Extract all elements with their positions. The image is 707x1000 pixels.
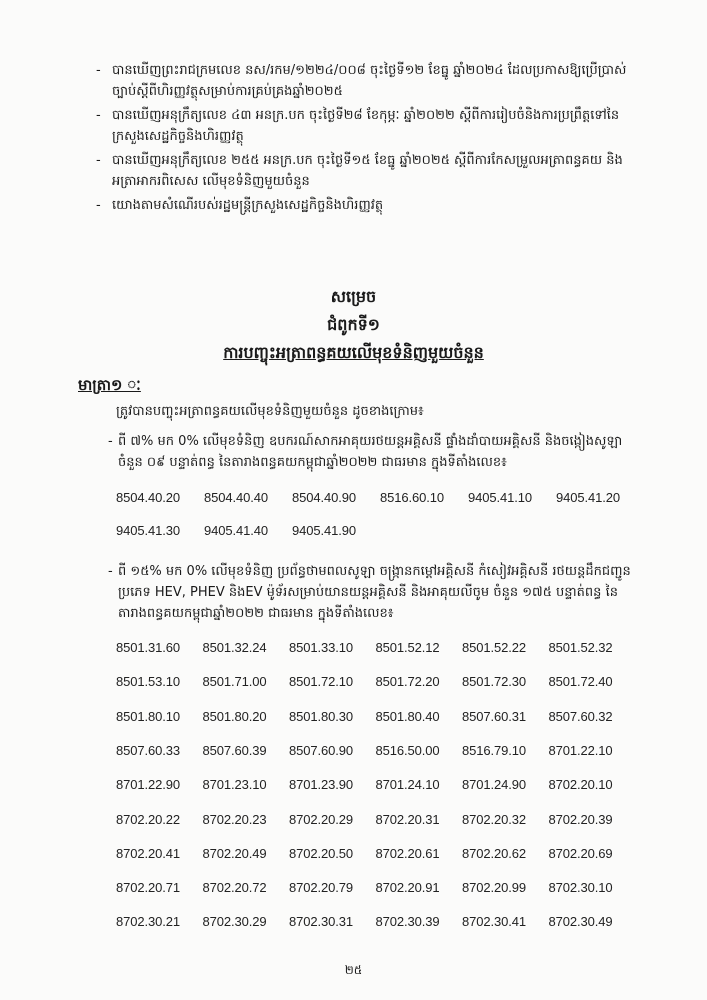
tariff-code: 8501.53.10 [116, 674, 181, 690]
tariff-code: 8702.20.10 [548, 777, 613, 793]
tariff-code: 8501.32.24 [202, 640, 267, 655]
tariff-code: 8501.52.32 [548, 640, 613, 655]
tariff-code: 8504.40.20 [116, 490, 181, 505]
tariff-code: 8701.24.90 [462, 777, 527, 793]
tariff-code: 8702.20.50 [289, 845, 354, 861]
article-intro: ត្រូវបានបញ្ចុះអត្រាពន្ធគយលើមុខទំនិញមួយចំនួន ដូចខាងក្រោម៖ [116, 404, 424, 419]
tariff-code: 9405.41.20 [556, 490, 621, 505]
preamble-text: បានឃើញអនុក្រឹត្យលេខ ៤៣ អនក្រ.បក ចុះថ្ងៃទី២៨ ខែកុម្ភៈ ឆ្នាំ២០២២ ស្ដីពីការរៀបចំនិងការប្រព្រឹត្តទៅនៃក្រសួងសេដ្ឋកិច្ចនិងហិរញ្ញវត្ថុ [112, 108, 620, 144]
tariff-code: 8507.60.39 [202, 742, 267, 758]
tariff-code: 8701.24.10 [375, 777, 440, 793]
tariff-code: 8501.80.30 [289, 708, 354, 724]
chapter-title: ការបញ្ចុះអត្រាពន្ធគយលើមុខទំនិញមួយចំនួន [223, 343, 484, 362]
tariff-code: 8702.20.32 [462, 811, 527, 827]
chapter-heading: ជំពូកទី១ [327, 315, 380, 334]
tariff-code: 8501.72.20 [375, 674, 440, 690]
tariff-code: 9405.41.30 [116, 523, 181, 538]
preamble-item: - បានឃើញអនុក្រឹត្យលេខ ៤៣ អនក្រ.បក ចុះថ្ងៃទី២៨ ខែកុម្ភៈ ឆ្នាំ២០២២ ស្ដីពីការរៀបចំនិងការប្រព្រឹត្តទៅនៃក្រសួងសេដ្ឋកិច្ចនិងហិរញ្ញវត្ថុ [96, 108, 620, 144]
tariff-code: 8701.22.10 [548, 742, 613, 758]
reduction-item-text: ពី ៧% មក 0% លើមុខទំនិញ ឧបករណ៍សាកអាគុយរថយន្តអគ្គិសនី ផ្ទាំងដាំបាយអគ្គិសនី និងចង្កៀងសូឡា ចំនួន ០៩ បន្ទាត់ពន្ធ នៃតារាងពន្ធគយកម្ពុជាឆ្នាំ២០២២ ជាធរមាន ក្នុងទីតាំងលេខ៖ [118, 434, 623, 470]
tariff-code: 8702.20.69 [548, 845, 613, 861]
article-label: មាត្រា១ ៈ [78, 376, 141, 394]
preamble-item: - បានឃើញអនុក្រឹត្យលេខ ២៥៥ អនក្រ.បក ចុះថ្ងៃទី១៥ ខែធ្នូ ឆ្នាំ២០២៥ ស្ដីពីការកែសម្រួលអត្រាពន្ធគយ និងអត្រាអាករពិសេស លើមុខទំនិញមួយចំនួន [96, 153, 623, 189]
tariff-code: 8504.40.90 [292, 490, 357, 505]
tariff-code: 8702.30.21 [116, 914, 181, 930]
preamble-text: យោងតាមសំណើរបស់រដ្ឋមន្ត្រីក្រសួងសេដ្ឋកិច្ចនិងហិរញ្ញវត្ថុ [112, 198, 384, 213]
preamble-item: - យោងតាមសំណើរបស់រដ្ឋមន្ត្រីក្រសួងសេដ្ឋកិច្ចនិងហិរញ្ញវត្ថុ [96, 198, 384, 213]
tariff-code: 8702.20.72 [202, 880, 267, 896]
tariff-code: 9405.41.40 [204, 523, 269, 538]
tariff-code: 8701.23.90 [289, 777, 354, 793]
tariff-code: 8507.60.31 [462, 708, 527, 724]
tariff-code: 8701.23.10 [202, 777, 267, 793]
reduction-item-1: - ពី ៧% មក 0% លើមុខទំនិញ ឧបករណ៍សាកអាគុយរថយន្តអគ្គិសនី ផ្ទាំងដាំបាយអគ្គិសនី និងចង្កៀងសូឡា ចំនួន ០៩ បន្ទាត់ពន្ធ នៃតារាងពន្ធគយកម្ពុជាឆ្នាំ២០២២ ជាធរមាន ក្នុងទីតាំងលេខ៖ [108, 434, 623, 470]
tariff-code: 8702.30.10 [548, 880, 613, 896]
tariff-code: 8702.20.49 [202, 845, 267, 861]
tariff-code: 8501.80.40 [375, 708, 440, 724]
tariff-code: 8501.72.40 [548, 674, 613, 690]
tariff-code: 8702.30.31 [289, 914, 354, 930]
page-number: ២៥ [344, 963, 363, 977]
tariff-code: 8702.20.61 [375, 845, 440, 861]
tariff-code: 9405.41.10 [468, 490, 533, 505]
preamble-text: បានឃើញអនុក្រឹត្យលេខ ២៥៥ អនក្រ.បក ចុះថ្ងៃទី១៥ ខែធ្នូ ឆ្នាំ២០២៥ ស្ដីពីការកែសម្រួលអត្រាពន្ធគយ និងអត្រាអាករពិសេស លើមុខទំនិញមួយចំនួន [112, 153, 623, 189]
preamble-text: បានឃើញព្រះរាជក្រមលេខ នស/រកម/១២២៤/០០៨ ចុះថ្ងៃទី១២ ខែធ្នូ ឆ្នាំ២០២៤ ដែលប្រកាសឱ្យប្រើប្រាស់ច្បាប់ស្ដីពីហិរញ្ញវត្ថុសម្រាប់ការគ្រប់គ្រងឆ្នាំ២០២៥ [112, 63, 627, 99]
preamble-item: - បានឃើញព្រះរាជក្រមលេខ នស/រកម/១២២៤/០០៨ ចុះថ្ងៃទី១២ ខែធ្នូ ឆ្នាំ២០២៤ ដែលប្រកាសឱ្យប្រើប្រាស់ច្បាប់ស្ដីពីហិរញ្ញវត្ថុសម្រាប់ការគ្រប់គ្រងឆ្នាំ២០២៥ [96, 63, 627, 99]
tariff-code: 8702.30.39 [375, 914, 440, 930]
tariff-code: 8702.30.49 [548, 914, 613, 930]
tariff-code: 8501.72.10 [289, 674, 354, 690]
tariff-code: 8501.52.12 [375, 640, 440, 655]
preamble-list [96, 60, 636, 219]
tariff-code: 8702.20.99 [462, 880, 527, 896]
tariff-code: 8516.79.10 [462, 742, 527, 758]
tariff-code: 8501.52.22 [462, 640, 527, 655]
tariff-code: 8702.30.29 [202, 914, 267, 930]
tariff-code: 8516.60.10 [380, 490, 445, 505]
tariff-code: 8501.72.30 [462, 674, 527, 690]
reduction-item-text: ពី ១៥% មក 0% លើមុខទំនិញ ប្រព័ន្ធថាមពលសូឡា ចង្ក្រានកម្ដៅអគ្គិសនី កំសៀវអគ្គិសនី រថយន្តដឹកជញ្ជូនប្រភេទ HEV, PHEV និងEV ម៉ូទ័រសម្រាប់យានយន្តអគ្គិសនី និងអាគុយលីចូម ចំនួន ១៧៥ បន្ទាត់ពន្ធ នៃតារាងពន្ធគយកម្ពុជាឆ្នាំ២០២២ ជាធរមាន ក្នុងទីតាំងលេខ៖ [118, 564, 631, 621]
tariff-code: 8702.20.79 [289, 880, 354, 896]
tariff-code: 8701.22.90 [116, 777, 181, 793]
tariff-code: 8504.40.40 [204, 490, 269, 505]
tariff-code: 8507.60.33 [116, 742, 181, 758]
tariff-code: 8702.20.31 [375, 811, 440, 827]
tariff-code: 8507.60.32 [548, 708, 613, 724]
tariff-code: 8501.33.10 [289, 640, 354, 655]
tariff-code: 8702.20.29 [289, 811, 354, 827]
tariff-code: 8702.20.41 [116, 845, 181, 861]
tariff-code: 8702.20.39 [548, 811, 613, 827]
tariff-code: 8501.31.60 [116, 640, 181, 655]
decision-heading: សម្រេច [330, 287, 377, 306]
tariff-code: 8702.20.23 [202, 811, 267, 827]
tariff-code: 8507.60.90 [289, 742, 354, 758]
tariff-code: 9405.41.90 [292, 523, 357, 538]
tariff-code: 8702.30.41 [462, 914, 527, 930]
tariff-code: 8516.50.00 [375, 742, 440, 758]
tariff-code: 8501.80.10 [116, 708, 181, 724]
reduction-item-2: - ពី ១៥% មក 0% លើមុខទំនិញ ប្រព័ន្ធថាមពលសូឡា ចង្ក្រានកម្ដៅអគ្គិសនី កំសៀវអគ្គិសនី រថយន្តដឹកជញ្ជូនប្រភេទ HEV, PHEV និងEV ម៉ូទ័រសម្រាប់យានយន្តអគ្គិសនី និងអាគុយលីចូម ចំនួន ១៧៥ បន្ទាត់ពន្ធ នៃតារាងពន្ធគយកម្ពុជាឆ្នាំ២០២២ ជាធរមាន ក្នុងទីតាំងលេខ៖ [108, 564, 631, 621]
tariff-code: 8702.20.71 [116, 880, 181, 896]
tariff-code: 8501.80.20 [202, 708, 267, 724]
tariff-code: 8702.20.62 [462, 845, 527, 861]
tariff-code: 8501.71.00 [202, 674, 267, 690]
tariff-code: 8702.20.91 [375, 880, 440, 896]
tariff-code: 8702.20.22 [116, 811, 181, 827]
